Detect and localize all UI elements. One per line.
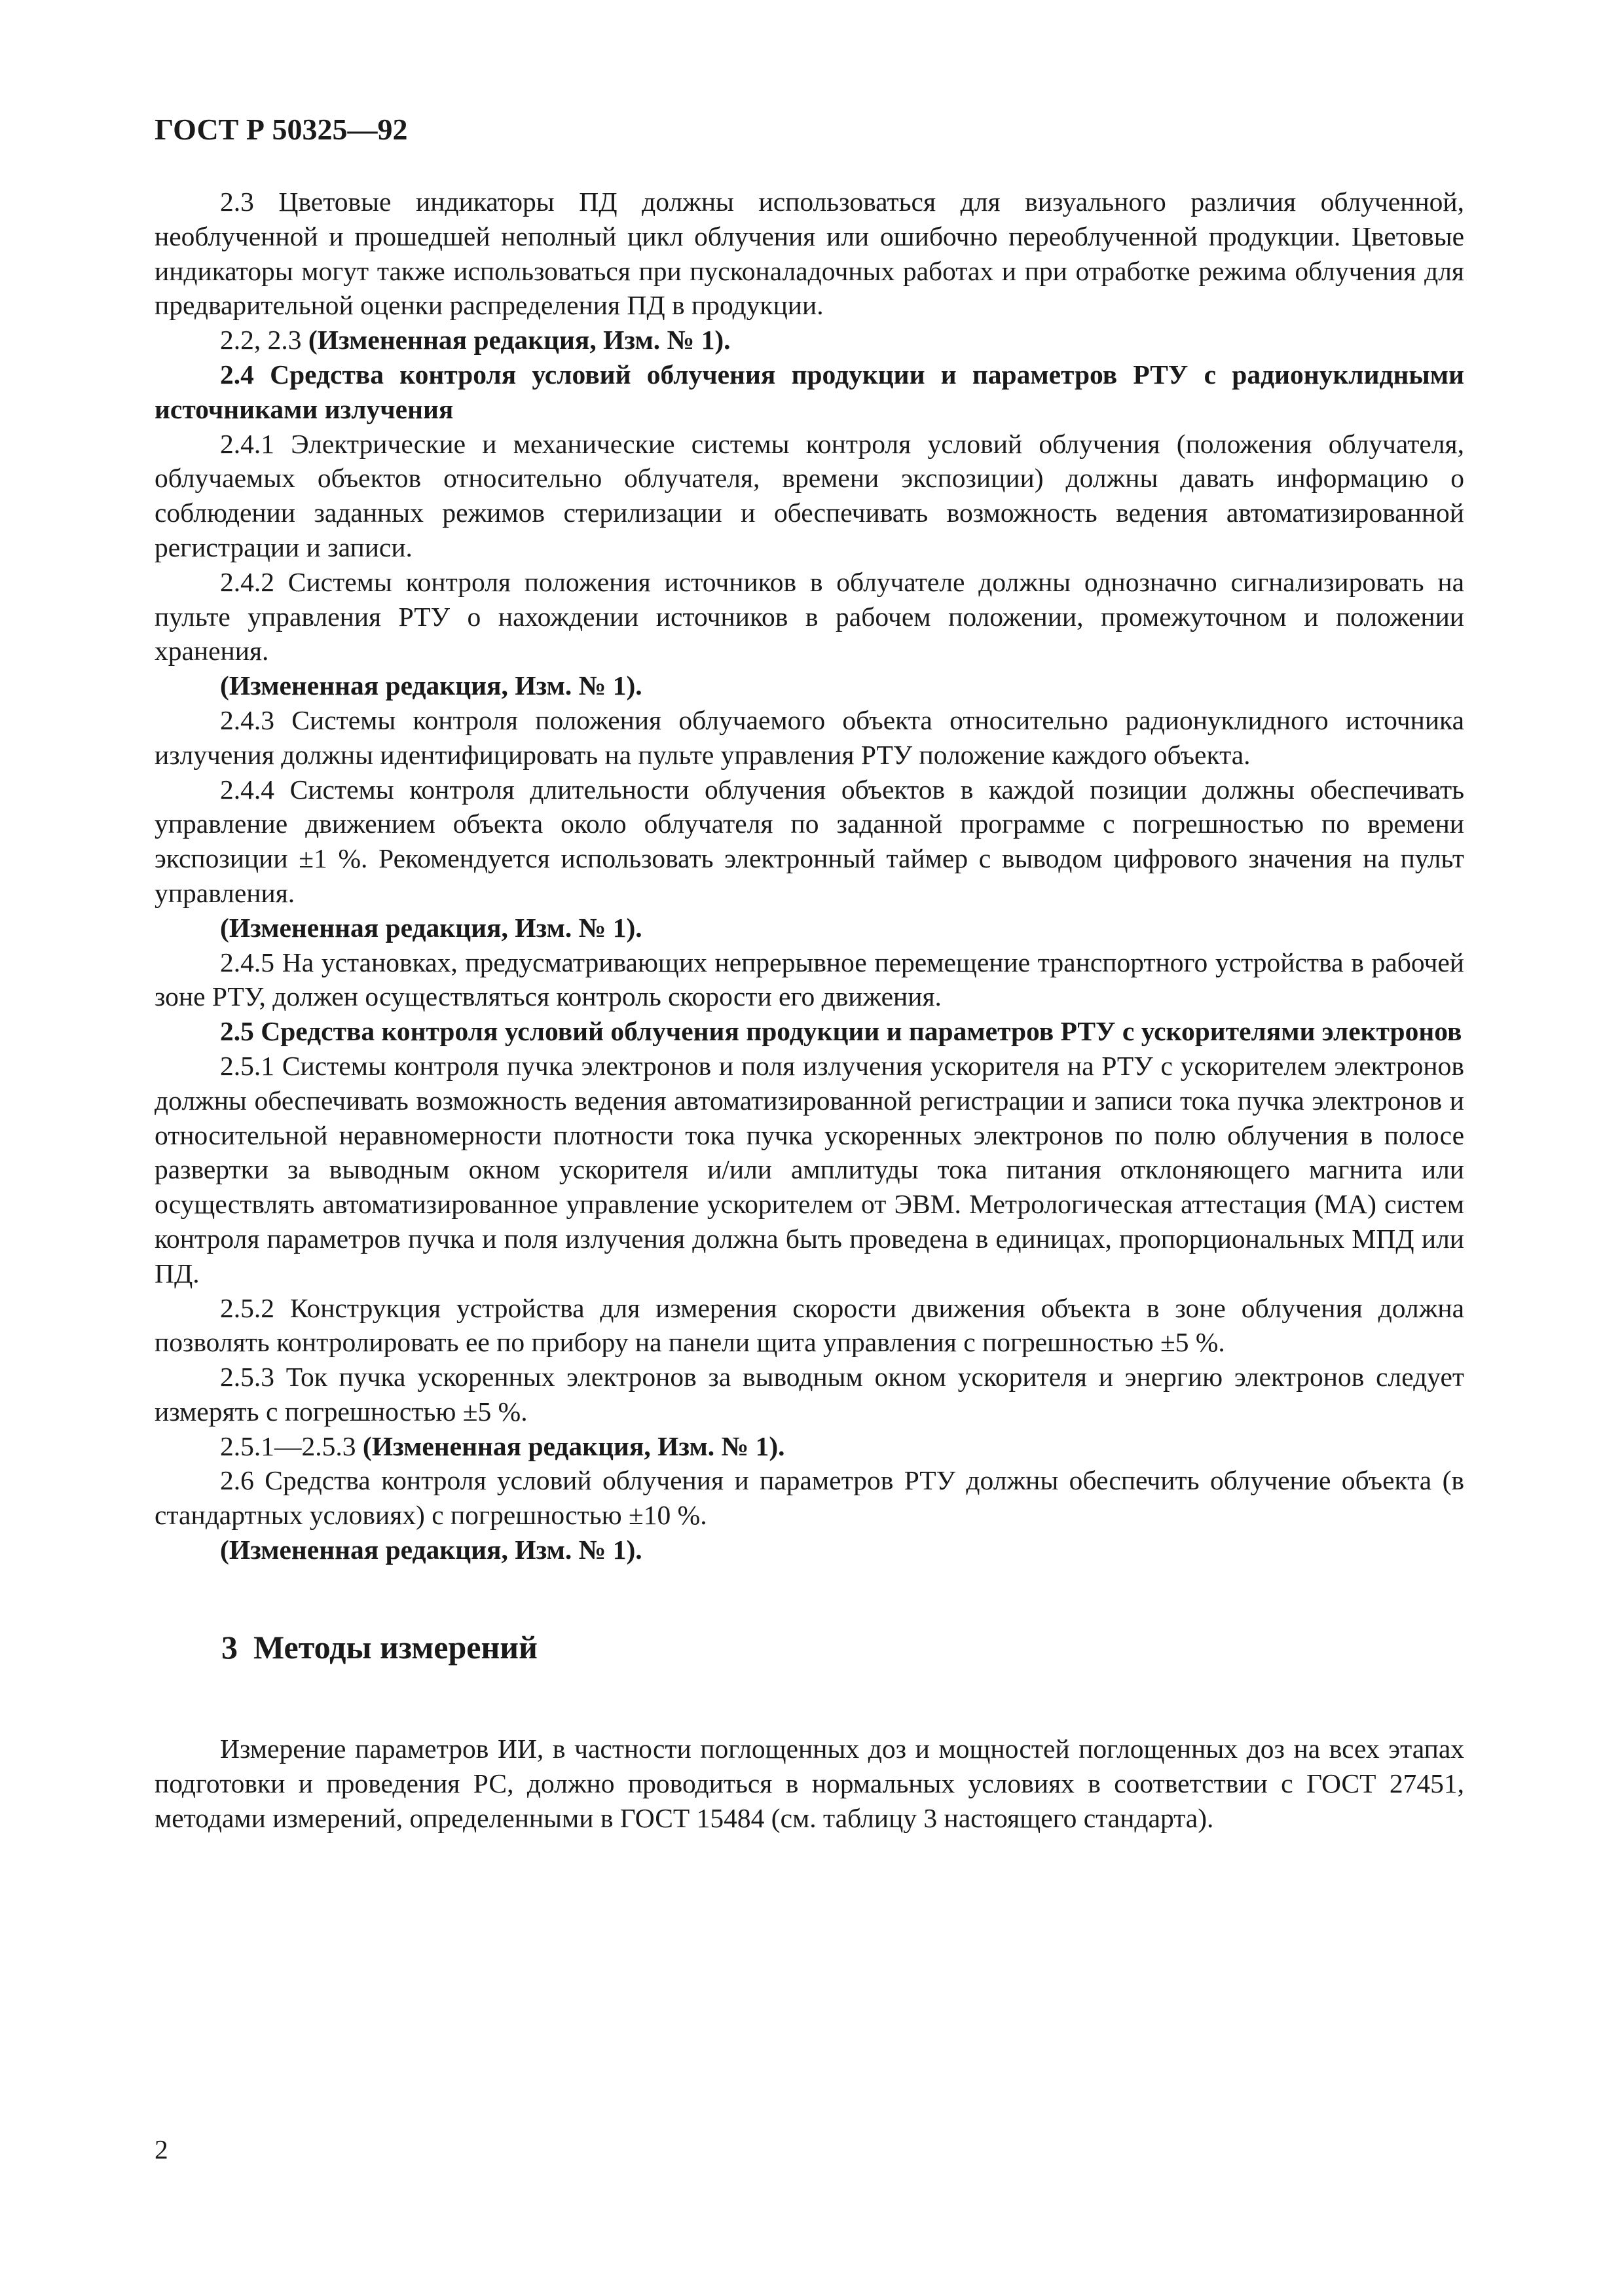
- paragraph-text: 2.4.1 Электрические и механические системы контроля условий облучения (положения облучателя, облучаемых объектов относительно облучателя, времени экспозиции) должны давать информацию о соблюдении заданных режимов стерилизации и обеспечивать возможность ведения автоматизированной регистрации и записи.: [155, 428, 1464, 562]
- paragraph-text: 2.5.2 Конструкция устройства для измерения скорости движения объекта в зоне облучения должна позволять контролировать ее по прибору на панели щита управления с погрешностью ±5 %.: [155, 1292, 1464, 1358]
- section-heading-3: [221, 1628, 538, 1667]
- amendment-ref: 2.2, 2.3: [220, 325, 308, 355]
- paragraph-text: Измерение параметров ИИ, в частности поглощенных доз и мощностей поглощенных доз на всех этапах подготовки и проведения РС, должно проводиться в нормальных условиях в соответствии с ГОСТ 27451, методами измерений, определенными в ГОСТ 15484 (см. таблицу 3 настоящего стандарта).: [155, 1734, 1464, 1833]
- amendment-text: (Измененная редакция, Изм. № 1).: [220, 912, 642, 943]
- subsection-heading-2-5: [155, 1014, 1464, 1049]
- amendment-note-2-5-1-2-5-3: [155, 1429, 1464, 1464]
- paragraph-2-4-5: [155, 945, 1464, 1015]
- paragraph-text: 2.5.1 Системы контроля пучка электронов и поля излучения ускорителя на РТУ с ускорителем электронов должны обеспечивать возможность ведения автоматизированной регистрации и записи тока пучка электронов и относительной неравномерности плотности тока пучка ускоренных электронов по полю облучения в полосе развертки за выводным окном ускорителя и/или амплитуды тока питания отклоняющего магнита или осуществлять автоматизированное управление ускорителем от ЭВМ. Метрологическая аттестация (МА) систем контроля параметров пучка и поля излучения должна быть проведена в единицах, пропорциональных МПД или ПД.: [155, 1050, 1464, 1288]
- amendment-note-2-4-4: [155, 911, 1464, 945]
- page-number: [155, 2132, 168, 2166]
- paragraph-text: 2.3 Цветовые индикаторы ПД должны использоваться для визуального различия облученной, необлученной и прошедшей неполный цикл облучения или ошибочно переоблученной продукции. Цветовые индикаторы могут также использоваться при пусконаладочных работах и при отработке режима облучения для предварительной оценки распределения ПД в продукции.: [155, 187, 1464, 321]
- paragraph-2-3: [155, 185, 1464, 323]
- section-3-body: [155, 1732, 1464, 1835]
- paragraph-2-5-3: [155, 1360, 1464, 1429]
- amendment-note-2-6: [155, 1533, 1464, 1567]
- page-number-text: 2: [155, 2134, 168, 2164]
- paragraph-2-6: [155, 1463, 1464, 1533]
- amendment-note-2-4-2: [155, 668, 1464, 703]
- amendment-text: (Измененная редакция, Изм. № 1).: [220, 670, 642, 701]
- paragraph-2-4-1: [155, 427, 1464, 565]
- section-title: Методы измерений: [253, 1629, 538, 1666]
- paragraph-text: 2.4.5 На установках, предусматривающих непрерывное перемещение транспортного устройства в рабочей зоне РТУ, должен осуществляться контроль скорости его движения.: [155, 947, 1464, 1012]
- subsection-heading-text: 2.4 Средства контроля условий облучения продукции и параметров РТУ с радионуклидными источниками излучения: [155, 359, 1464, 424]
- paragraph-2-5-2: [155, 1291, 1464, 1360]
- subsection-heading-text: 2.5 Средства контроля условий облучения продукции и параметров РТУ с ускорителями электронов: [220, 1016, 1462, 1047]
- amendment-text: (Измененная редакция, Изм. № 1).: [362, 1430, 785, 1461]
- paragraph-3-measurements: [155, 1732, 1464, 1835]
- document-header: [155, 111, 407, 148]
- amendment-text: (Измененная редакция, Изм. № 1).: [308, 325, 731, 355]
- paragraph-2-4-4: [155, 773, 1464, 911]
- paragraph-text: 2.6 Средства контроля условий облучения и параметров РТУ должны обеспечить облучение объекта (в стандартных условиях) с погрешностью ±10 %.: [155, 1465, 1464, 1531]
- paragraph-2-4-3: [155, 703, 1464, 773]
- body-text: [155, 185, 1464, 1567]
- amendment-note-2-2-2-3: [155, 323, 1464, 357]
- amendment-text: (Измененная редакция, Изм. № 1).: [220, 1535, 642, 1565]
- paragraph-2-4-2: [155, 565, 1464, 668]
- amendment-ref: 2.5.1—2.5.3: [220, 1430, 363, 1461]
- paragraph-text: 2.5.3 Ток пучка ускоренных электронов за выводным окном ускорителя и энергию электронов следует измерять с погрешностью ±5 %.: [155, 1362, 1464, 1427]
- paragraph-text: 2.4.3 Системы контроля положения облучаемого объекта относительно радионуклидного источника излучения должны идентифицировать на пульте управления РТУ положение каждого объекта.: [155, 704, 1464, 770]
- paragraph-text: 2.4.4 Системы контроля длительности облучения объектов в каждой позиции должны обеспечивать управление движением объекта около облучателя по заданной программе с погрешностью по времени экспозиции ±1 %. Рекомендуется использовать электронный таймер с выводом цифрового значения на пульт управления.: [155, 774, 1464, 908]
- subsection-heading-2-4: [155, 357, 1464, 427]
- paragraph-2-5-1: [155, 1049, 1464, 1291]
- section-number: 3: [221, 1629, 238, 1666]
- standard-designation: ГОСТ Р 50325—92: [155, 113, 408, 146]
- paragraph-text: 2.4.2 Системы контроля положения источников в облучателе должны однозначно сигнализировать на пульте управления РТУ о нахождении источников в рабочем положении, промежуточном и положении хранения.: [155, 566, 1464, 666]
